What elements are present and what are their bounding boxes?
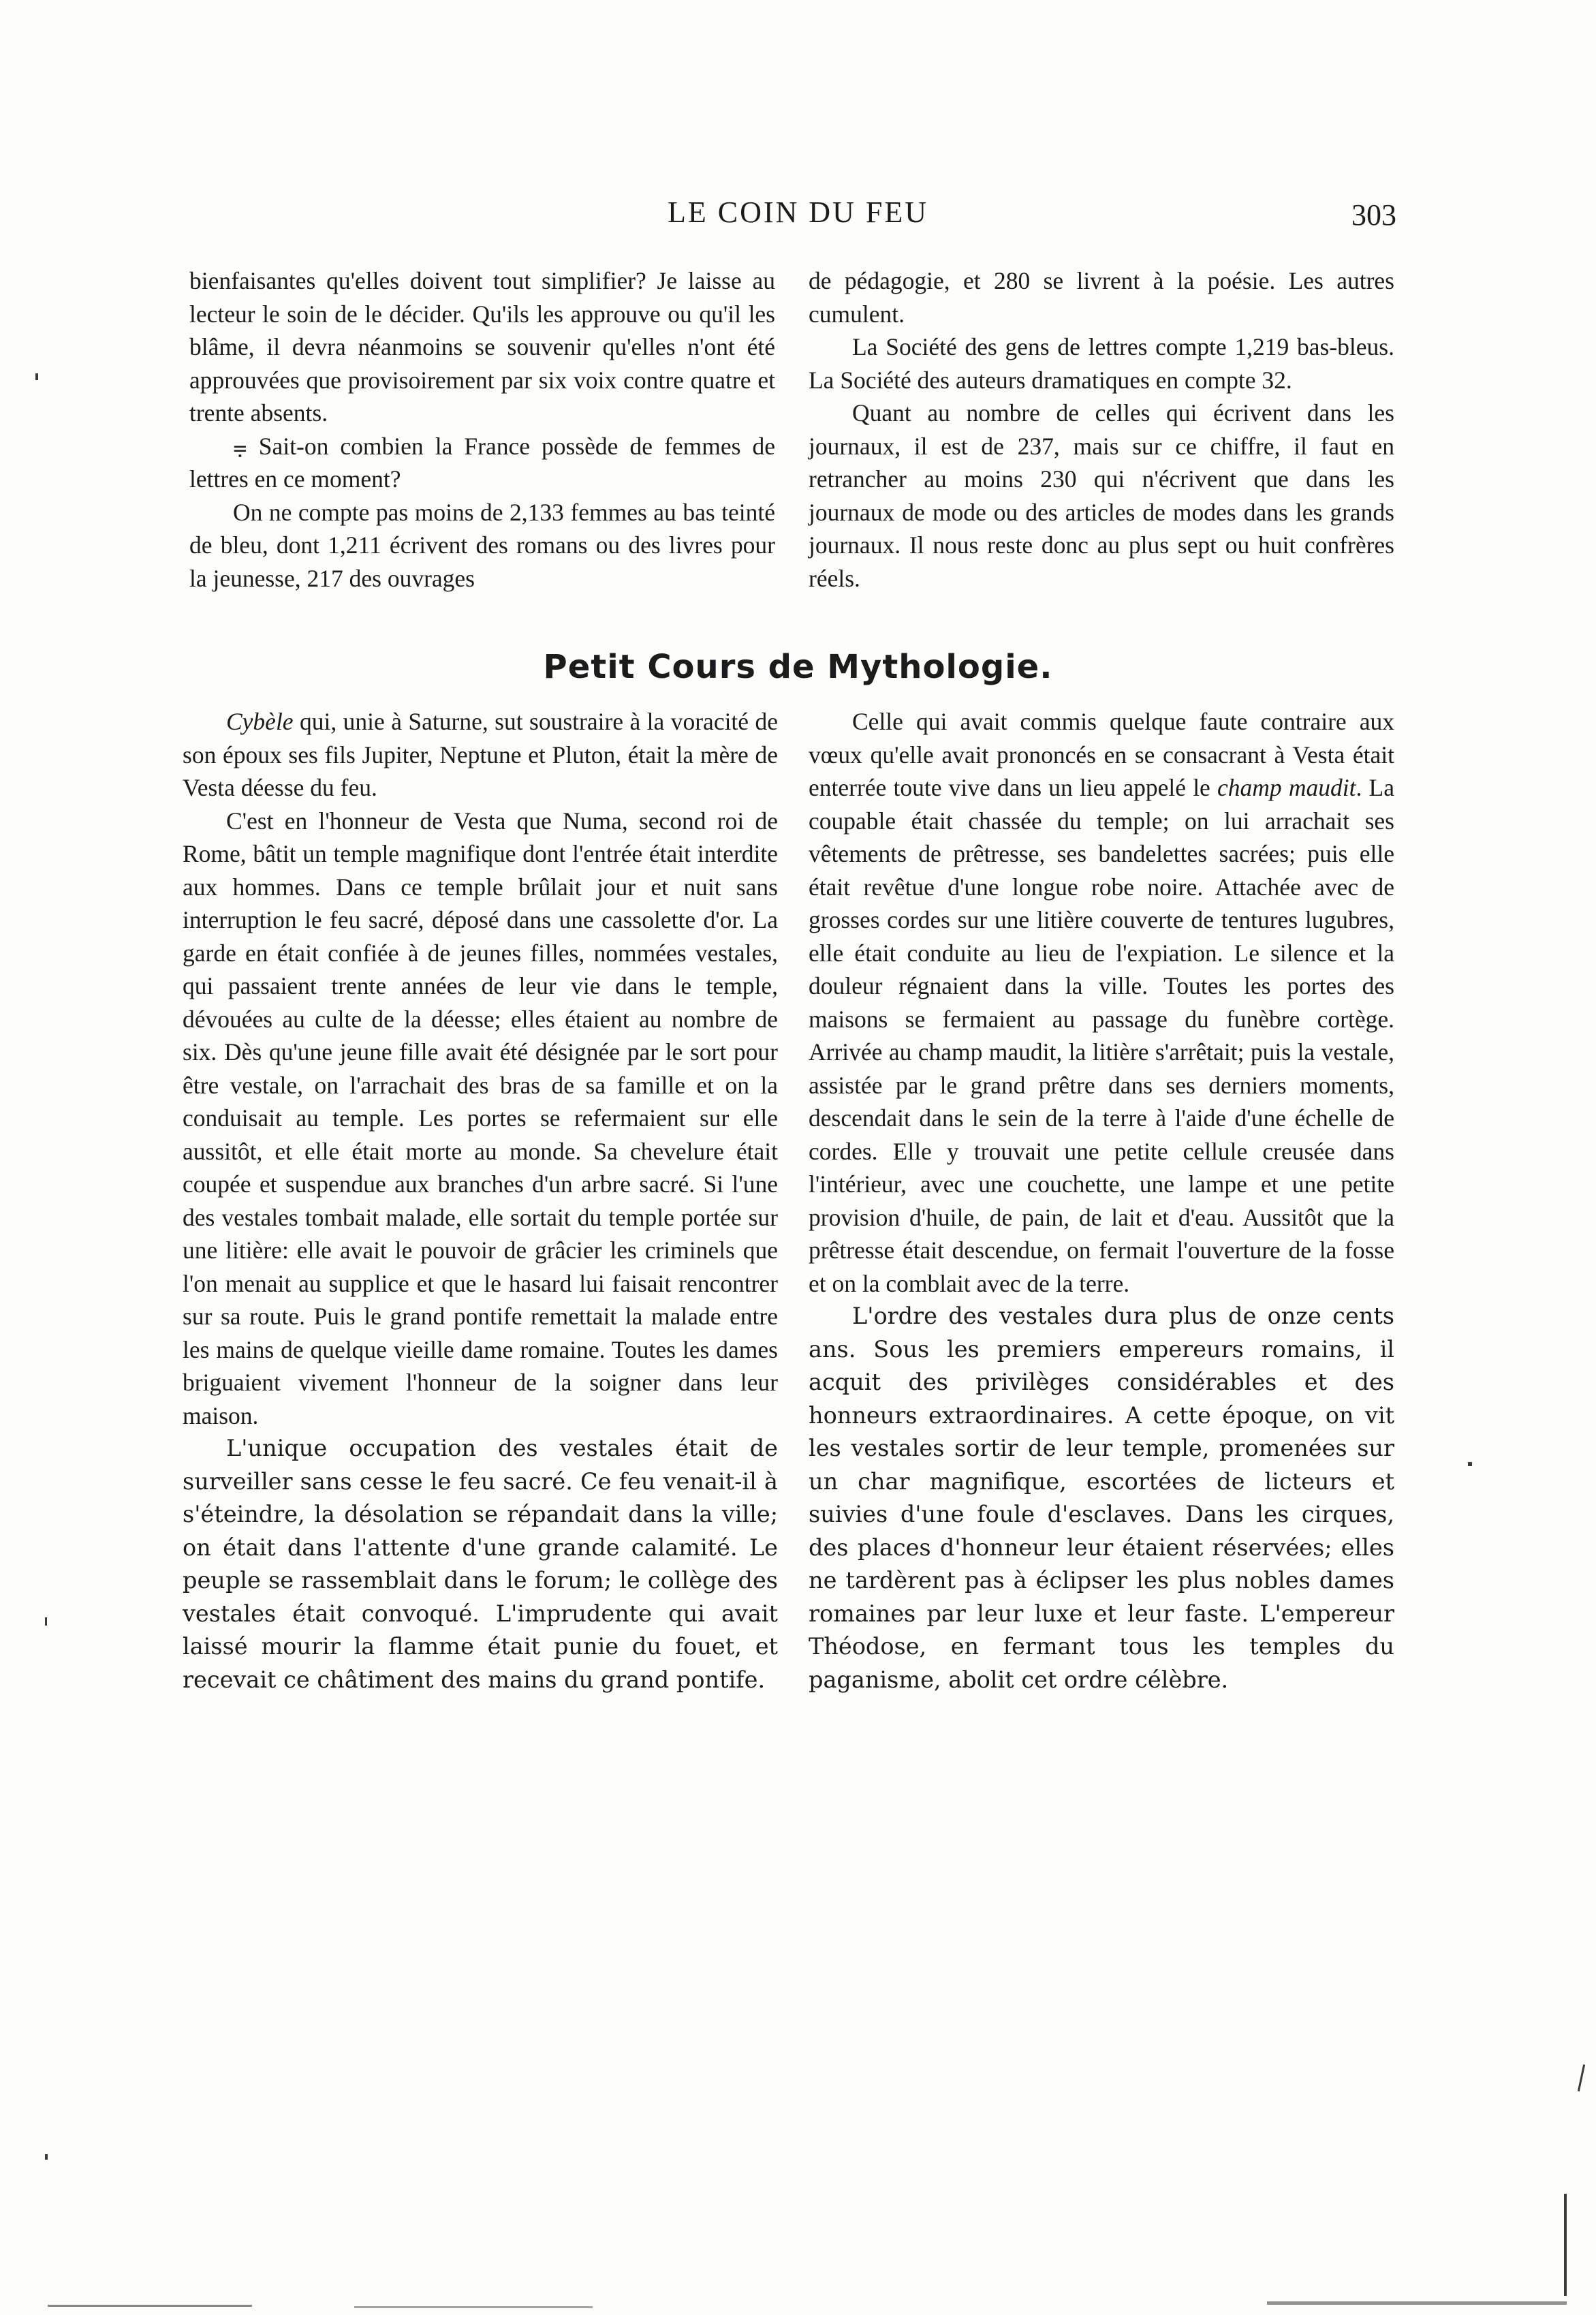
scan-speck — [1468, 1462, 1472, 1466]
paragraph: bienfaisantes qu'elles doivent tout simplifier? Je laisse au lecteur le soin de le décider. Qu'ils les approuve ou qu'il les blâme, il devra néanmoins se souvenir qu'elles n'ont été approuvées que provisoirement par six voix contre quatre et trente absents. — [189, 267, 775, 426]
paragraph: Quant au nombre de celles qui écrivent dans les journaux, il est de 237, mais sur ce chiffre, il faut en retrancher au moins 230 qui n'écrivent que dans les journaux de mode ou des articles de modes dans les grands journaux. Il nous reste donc au plus sept ou huit confrères réels. — [809, 399, 1394, 592]
column-right-top — [809, 264, 1394, 595]
scan-speck — [45, 2154, 48, 2160]
paragraph: L'ordre des vestales dura plus de onze cents ans. Sous les premiers empereurs romains, il acquit des privilèges considérables et des honneurs extraordinaires. A cette époque, on vit les vestales sortir de leur temple, promenées sur un char magnifique, escortées de licteurs et suivies d'une foule d'esclaves. Dans les cirques, des places d'honneur leur étaient réservées; elles ne tardèrent pas à éclipser les plus nobles dames romaines par leur luxe et leur faste. L'empereur Théodose, en fermant tous les temples du paganisme, abolit cet ordre célèbre. — [809, 1303, 1394, 1693]
paragraph — [809, 705, 1394, 1300]
scan-bottom-line — [354, 2306, 593, 2308]
paragraph: ⩦ Sait-on combien la France possède de femmes de lettres en ce moment? — [189, 432, 775, 493]
scan-edge-mark — [1564, 2194, 1567, 2296]
paragraph — [183, 705, 778, 805]
scan-speck — [45, 1617, 47, 1626]
running-head: LE COIN DU FEU — [668, 196, 928, 229]
scan-speck — [35, 373, 38, 380]
scan-bottom-line — [48, 2305, 252, 2307]
paragraph: La Société des gens de lettres compte 1,219 bas-bleus. La Société des auteurs dramatiques en compte 32. — [809, 333, 1394, 394]
emphasis: champ maudit — [1217, 774, 1356, 801]
paragraph: L'unique occupation des vestales était de surveiller sans cesse le feu sacré. Ce feu venait-il à s'éteindre, la désolation se répandait dans la ville; on était dans l'attente d'une grande calamité. Le peuple se rassemblait dans le forum; le collège des vestales était convoqué. L'imprudente qui avait laissé mourir la flamme était punie du fouet, et recevait ce châtiment des mains du grand pontife. — [183, 1435, 778, 1693]
section-title: Petit Cours de Mythologie. — [543, 648, 1053, 686]
paragraph: On ne compte pas moins de 2,133 femmes au bas teinté de bleu, dont 1,211 écrivent des romans ou des livres pour la jeunesse, 217 des ouvrages — [189, 498, 775, 592]
paragraph-text: . La coupable était chassée du temple; on lui arrachait ses vêtements de prêtresse, ses bandelettes sacrées; puis elle était revêtue d'une longue robe noire. Attachée avec de grosses cordes sur une litière couverte de tentures lugubres, elle était conduite au lieu de l'expiation. Le silence et la douleur régnaient dans la ville. Toutes les portes des maisons se fermaient au passage du funèbre cortège. Arrivée au champ maudit, la litière s'arrêtait; puis la vestale, assistée par le grand prêtre dans ses derniers moments, descendait dans le sein de la terre à l'aide d'une échelle de cordes. Elle y trouvait une petite cellule creusée dans l'intérieur, avec une couchette, une lampe et une petite provision d'huile, de pain, de lait et d'eau. Aussitôt que la prêtresse était descendue, on fermait l'ouverture de la fosse et on la comblait avec de la terre. — [809, 774, 1394, 1297]
column-left-bottom — [183, 705, 778, 1696]
page-number: 303 — [1351, 198, 1396, 232]
paragraph-text: Celle qui avait commis quelque faute contraire aux vœux qu'elle avait prononcés en se consacrant à Vesta était enterrée toute vive dans un lieu appelé le — [809, 708, 1394, 801]
column-left-top — [189, 264, 775, 595]
scan-bottom-line — [1267, 2301, 1567, 2305]
scan-edge-mark — [1578, 2064, 1585, 2092]
paragraph: de pédagogie, et 280 se livrent à la poésie. Les autres cumulent. — [809, 267, 1394, 328]
paragraph-text: qui, unie à Saturne, sut soustraire à la voracité de son époux ses fils Jupiter, Neptune et Pluton, était la mère de Vesta déesse du feu. — [183, 708, 778, 801]
paragraph: C'est en l'honneur de Vesta que Numa, second roi de Rome, bâtit un temple magnifique dont l'entrée était interdite aux hommes. Dans ce temple brûlait jour et nuit sans interruption le feu sacré, déposé dans une cassolette d'or. La garde en était confiée à de jeunes filles, nommées vestales, qui passaient trente années de leur vie dans le temple, dévouées au culte de la déesse; elles étaient au nombre de six. Dès qu'une jeune fille avait été désignée par le sort pour être vestale, on l'arrachait des bras de sa famille et on la conduisait au temple. Les portes se refermaient sur elle aussitôt, et elle était morte au monde. Sa chevelure était coupée et suspendue aux branches d'un arbre sacré. Si l'une des vestales tombait malade, elle sortait du temple portée sur une litière: elle avait le pouvoir de grâcier les criminels que l'on menait au supplice et que le hasard lui faisait rencontrer sur sa route. Puis le grand pontife remettait la malade entre les mains de quelque vieille dame romaine. Toutes les dames briguaient vivement l'honneur de la soigner dans leur maison. — [183, 807, 778, 1429]
emphasis: Cybèle — [226, 708, 294, 735]
page-header — [0, 195, 1596, 249]
column-right-bottom — [809, 705, 1394, 1696]
